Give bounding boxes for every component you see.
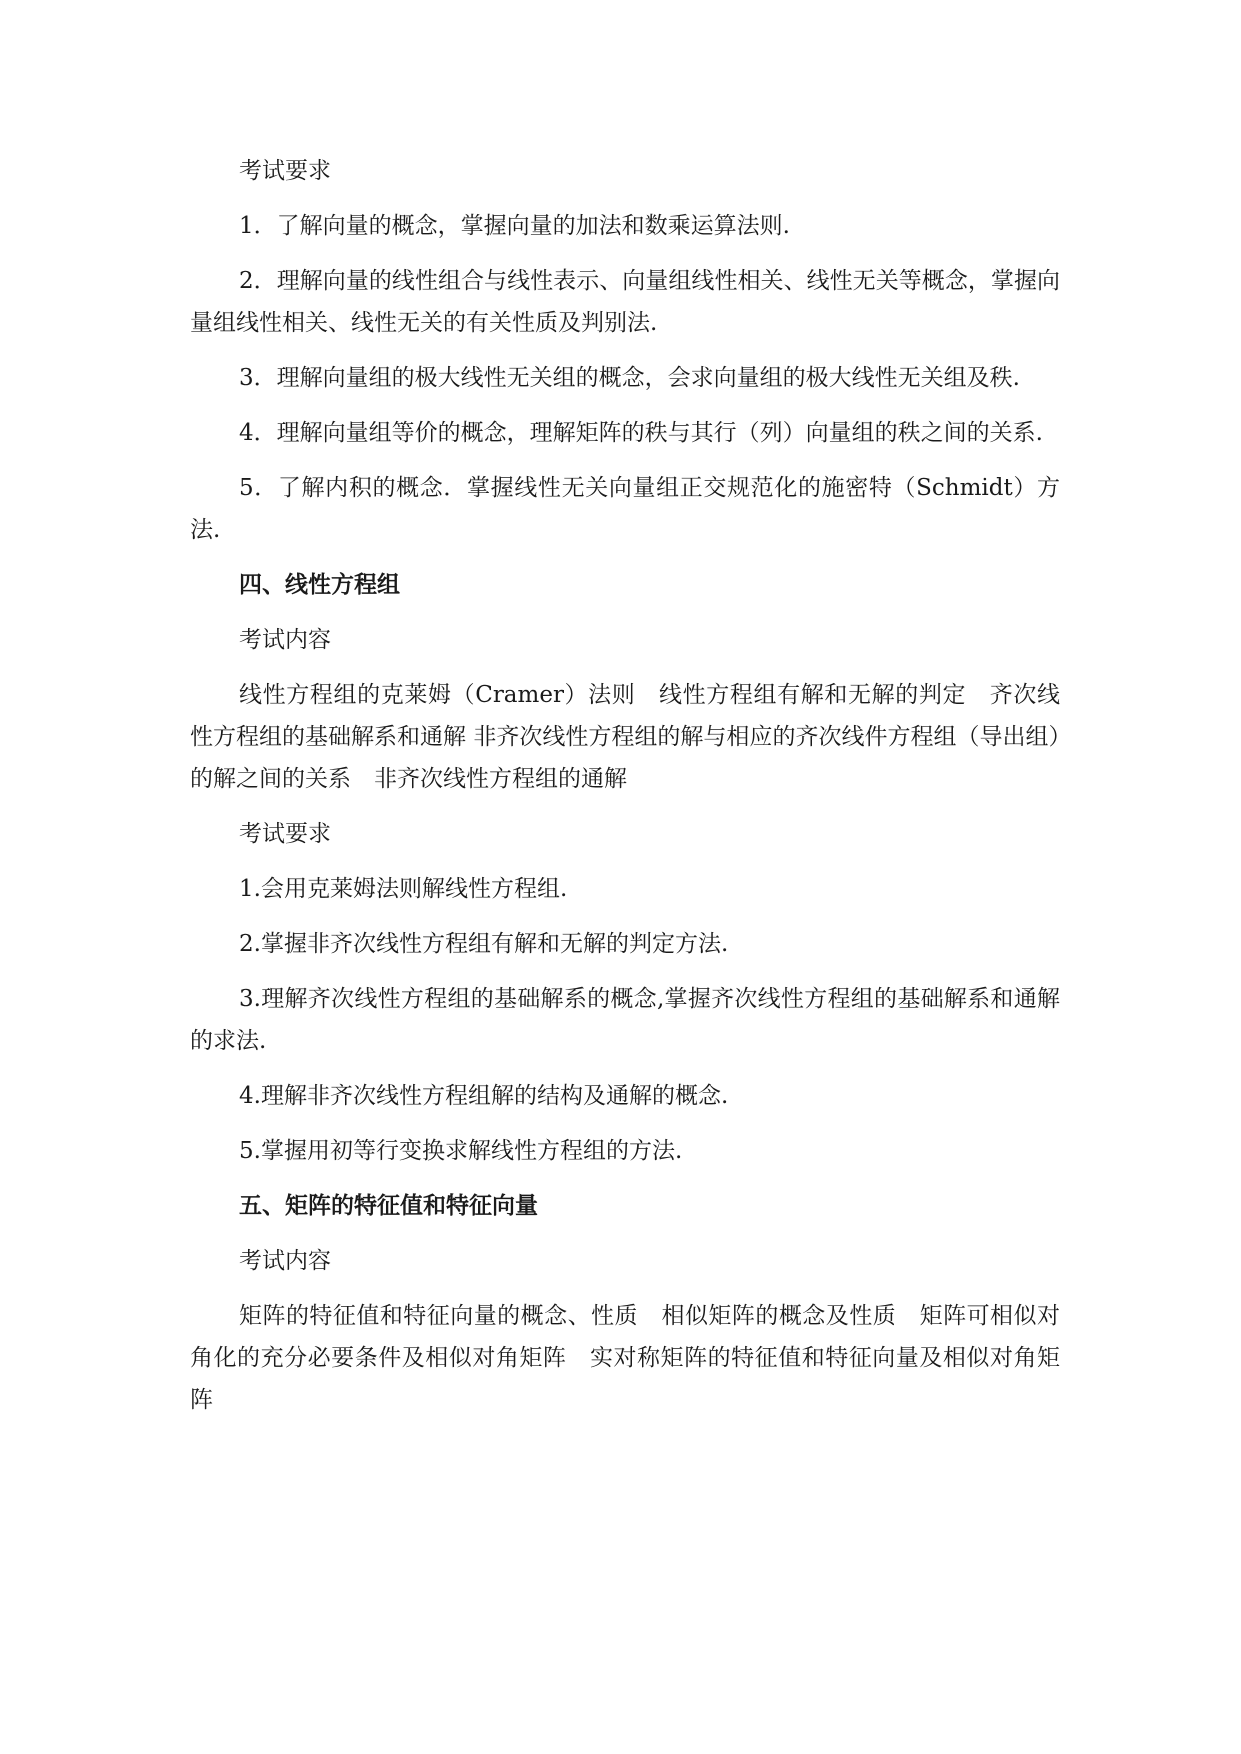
- section-heading-eigenvalues: 五、矩阵的特征值和特征向量: [239, 1193, 538, 1219]
- section-heading-linear-equations: 四、线性方程组: [239, 572, 400, 598]
- section-label-exam-content: 考试内容: [239, 627, 331, 653]
- section-label-exam-content: 考试内容: [239, 1248, 331, 1274]
- requirement-item-3: 3．理解向量组的极大线性无关组的概念，会求向量组的极大线性无关组及秩.: [239, 365, 1020, 391]
- exam-content-paragraph: 矩阵的特征值和特征向量的概念、性质 相似矩阵的概念及性质 矩阵可相似对角化的充分必要条件及相似对角矩阵 实对称矩阵的特征值和特征向量及相似对角矩阵: [190, 1303, 1060, 1413]
- requirement-item-4: 4.理解非齐次线性方程组解的结构及通解的概念.: [239, 1083, 729, 1109]
- requirement-item-2: 2.掌握非齐次线性方程组有解和无解的判定方法.: [239, 931, 729, 957]
- requirement-item-1: 1．了解向量的概念，掌握向量的加法和数乘运算法则.: [239, 213, 790, 239]
- requirement-item-4: 4．理解向量组等价的概念，理解矩阵的秩与其行（列）向量组的秩之间的关系.: [239, 420, 1043, 446]
- requirement-item-2: 2．理解向量的线性组合与线性表示、向量组线性相关、线性无关等概念，掌握向量组线性相关、线性无关的有关性质及判别法.: [190, 268, 1060, 336]
- section-label-exam-requirements: 考试要求: [239, 821, 331, 847]
- section-label-exam-requirements: 考试要求: [239, 158, 331, 184]
- requirement-item-5: 5．了解内积的概念．掌握线性无关向量组正交规范化的施密特（Schmidt）方法.: [190, 475, 1060, 543]
- requirement-item-3: 3.理解齐次线性方程组的基础解系的概念,掌握齐次线性方程组的基础解系和通解的求法.: [190, 986, 1060, 1054]
- exam-content-paragraph: 线性方程组的克莱姆（Cramer）法则 线性方程组有解和无解的判定 齐次线性方程组的基础解系和通解 非齐次线性方程组的解与相应的齐次线件方程组（导出组）的解之间的关系 非齐次线性方程组的通解: [190, 682, 1060, 792]
- requirement-item-5: 5.掌握用初等行变换求解线性方程组的方法.: [239, 1138, 683, 1164]
- document-page: [190, 150, 1060, 1434]
- requirement-item-1: 1.会用克莱姆法则解线性方程组.: [239, 876, 568, 902]
